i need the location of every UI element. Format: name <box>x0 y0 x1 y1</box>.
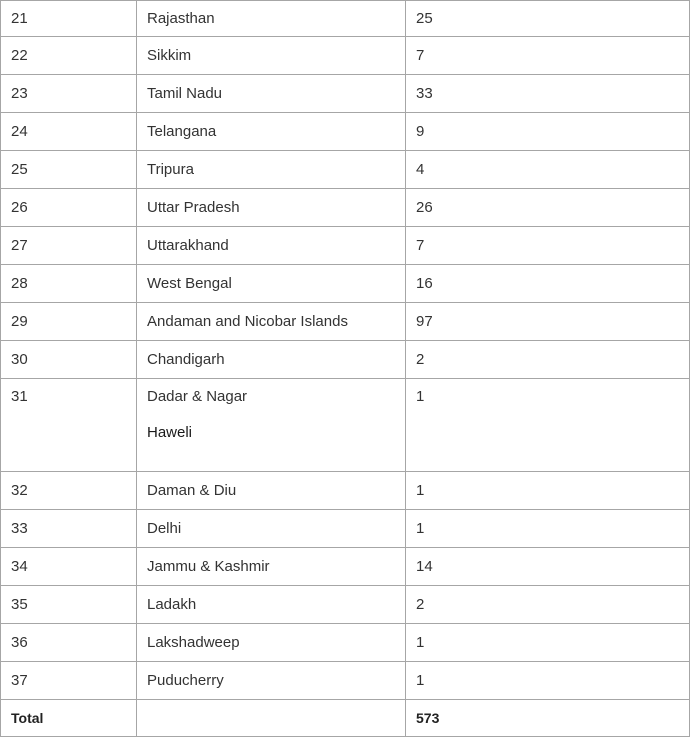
row-number-cell: 32 <box>1 472 137 510</box>
state-name-line-1: Dadar & Nagar <box>147 388 248 405</box>
total-label-cell: Total <box>1 700 137 737</box>
state-name-cell: West Bengal <box>137 265 406 303</box>
state-name-cell: Tripura <box>137 151 406 189</box>
count-cell: 4 <box>406 151 690 189</box>
state-name-cell: Lakshadweep <box>137 624 406 662</box>
row-number-cell: 35 <box>1 586 137 624</box>
table-row <box>1 151 690 189</box>
row-number-cell: 25 <box>1 151 137 189</box>
row-number-cell: 31 <box>1 379 137 472</box>
table-row <box>1 472 690 510</box>
row-number-cell: 28 <box>1 265 137 303</box>
row-number-cell: 22 <box>1 37 137 75</box>
state-name-cell: Delhi <box>137 510 406 548</box>
table-row <box>1 265 690 303</box>
count-cell: 2 <box>406 586 690 624</box>
count-cell: 1 <box>406 662 690 700</box>
row-number-cell: 27 <box>1 227 137 265</box>
row-number-cell: 37 <box>1 662 137 700</box>
count-cell: 1 <box>406 379 690 472</box>
table-row <box>1 1 690 37</box>
count-cell: 1 <box>406 510 690 548</box>
state-name-cell: Telangana <box>137 113 406 151</box>
table-row <box>1 548 690 586</box>
table-row <box>1 227 690 265</box>
state-name-cell <box>137 379 406 472</box>
row-number-cell: 24 <box>1 113 137 151</box>
table-row <box>1 586 690 624</box>
table-row <box>1 37 690 75</box>
count-cell: 14 <box>406 548 690 586</box>
state-name-cell: Jammu & Kashmir <box>137 548 406 586</box>
table-row <box>1 113 690 151</box>
count-cell: 1 <box>406 624 690 662</box>
state-name-cell: Andaman and Nicobar Islands <box>137 303 406 341</box>
count-cell: 33 <box>406 75 690 113</box>
state-name-cell: Uttarakhand <box>137 227 406 265</box>
state-name-cell: Daman & Diu <box>137 472 406 510</box>
state-name-cell: Tamil Nadu <box>137 75 406 113</box>
table-row <box>1 75 690 113</box>
row-number-cell: 26 <box>1 189 137 227</box>
count-cell: 7 <box>406 227 690 265</box>
count-cell: 16 <box>406 265 690 303</box>
count-cell: 97 <box>406 303 690 341</box>
table-row <box>1 510 690 548</box>
total-row <box>1 700 690 737</box>
table-row <box>1 189 690 227</box>
table-row <box>1 303 690 341</box>
row-number-cell: 21 <box>1 1 137 37</box>
table-body <box>1 1 690 737</box>
count-cell: 2 <box>406 341 690 379</box>
state-name-cell: Rajasthan <box>137 1 406 37</box>
state-name-cell: Sikkim <box>137 37 406 75</box>
count-cell: 26 <box>406 189 690 227</box>
count-cell: 7 <box>406 37 690 75</box>
row-number-cell: 30 <box>1 341 137 379</box>
total-empty-cell <box>137 700 406 737</box>
count-cell: 9 <box>406 113 690 151</box>
state-name-cell: Puducherry <box>137 662 406 700</box>
row-number-cell: 34 <box>1 548 137 586</box>
row-number-cell: 36 <box>1 624 137 662</box>
count-cell: 25 <box>406 1 690 37</box>
state-name-cell: Chandigarh <box>137 341 406 379</box>
state-name-cell: Ladakh <box>137 586 406 624</box>
row-number-cell: 29 <box>1 303 137 341</box>
table-row <box>1 379 690 472</box>
row-number-cell: 23 <box>1 75 137 113</box>
count-cell: 1 <box>406 472 690 510</box>
row-number-cell: 33 <box>1 510 137 548</box>
total-count-cell: 573 <box>406 700 690 737</box>
table-row <box>1 341 690 379</box>
state-name-cell: Uttar Pradesh <box>137 189 406 227</box>
state-name-line-2: Haweli <box>147 424 193 441</box>
table-row <box>1 624 690 662</box>
table-row <box>1 662 690 700</box>
